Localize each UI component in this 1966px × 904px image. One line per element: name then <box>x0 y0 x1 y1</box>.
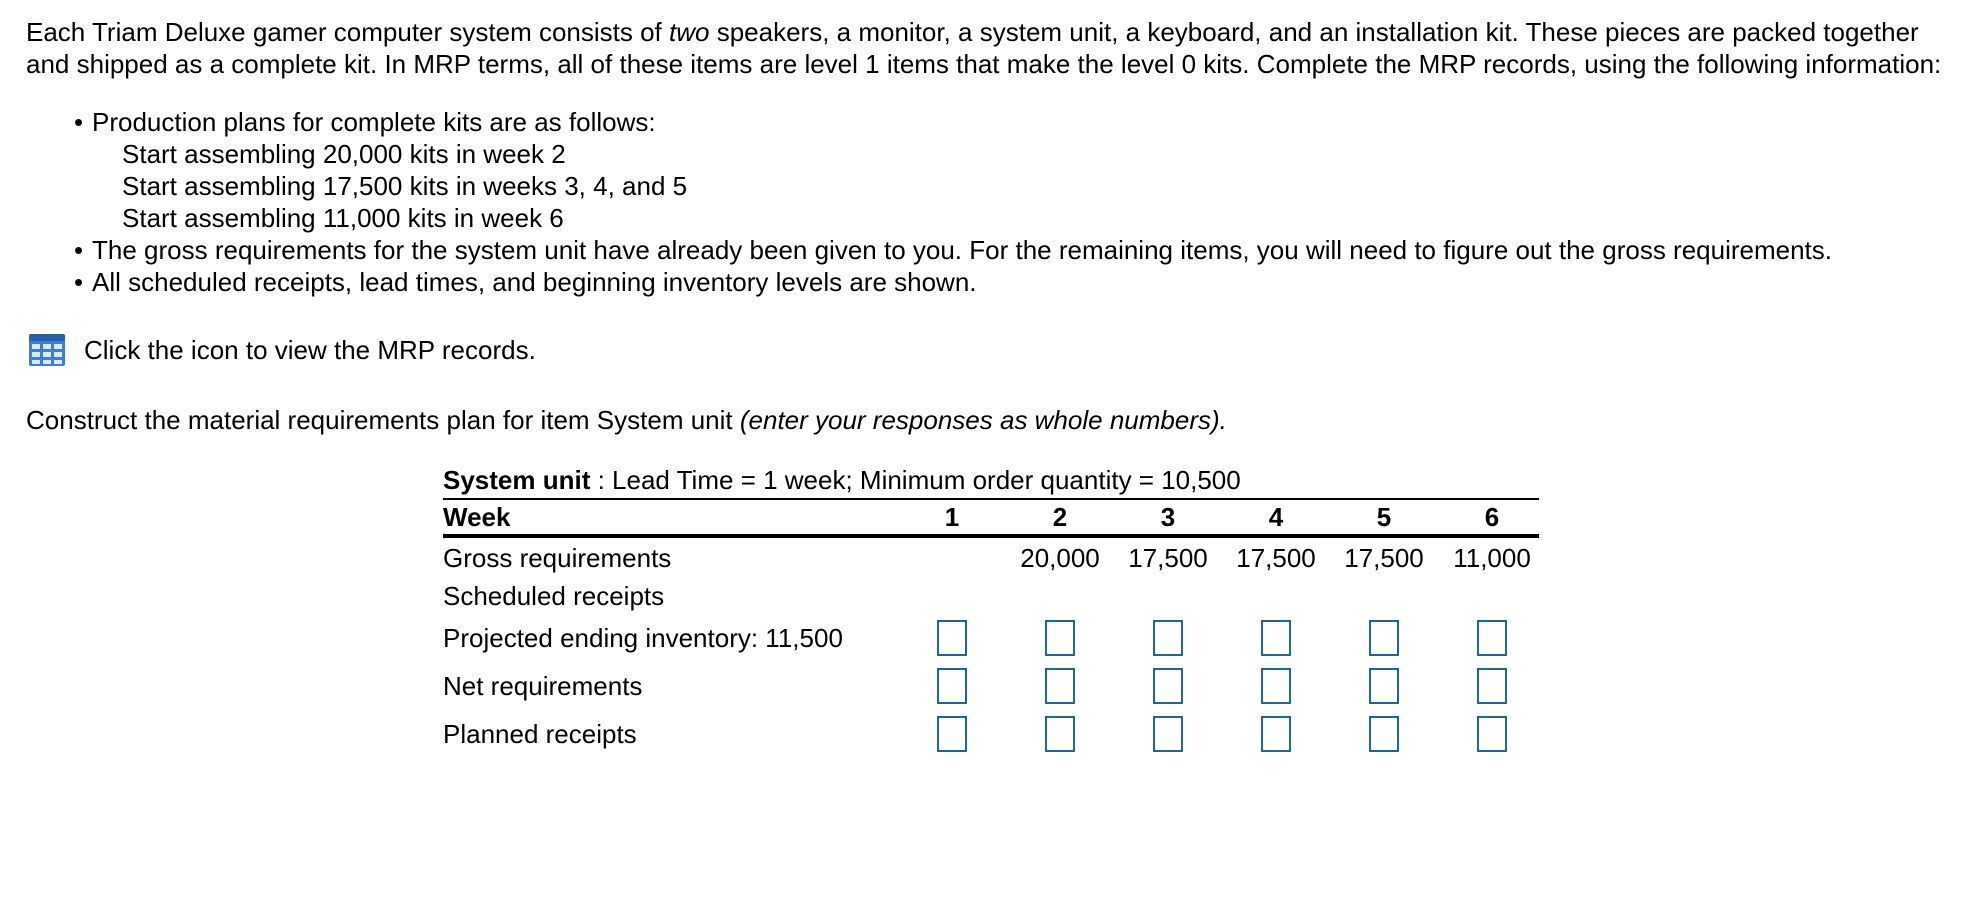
net-requirements-input-week-4[interactable] <box>1261 668 1291 704</box>
gross-week-4: 17,500 <box>1236 542 1316 573</box>
bullet-gross-note <box>70 234 1832 266</box>
bullet-production <box>70 106 1832 234</box>
bullet-dot: • <box>74 267 84 297</box>
view-records-row <box>28 333 536 367</box>
planned-receipts-row <box>443 710 1539 758</box>
projected-inventory-input-week-2[interactable] <box>1045 620 1075 656</box>
intro-text-1: Each Triam Deluxe gamer computer system consists of <box>26 17 670 47</box>
mrp-item-details: : Lead Time = 1 week; Minimum order quantity = 10,500 <box>590 465 1241 495</box>
net-requirements-label: Net requirements <box>443 670 643 701</box>
net-requirements-input-week-1[interactable] <box>937 668 967 704</box>
scheduled-receipts-label: Scheduled receipts <box>443 580 665 611</box>
projected-inventory-input-week-4[interactable] <box>1261 620 1291 656</box>
gross-week-2: 20,000 <box>1020 542 1100 573</box>
info-bullets <box>70 106 1832 298</box>
week-header-6: 6 <box>1484 501 1500 532</box>
planned-receipts-input-week-3[interactable] <box>1153 716 1183 752</box>
production-plan-3: Start assembling 11,000 kits in week 6 <box>122 203 564 233</box>
projected-inventory-input-week-5[interactable] <box>1369 620 1399 656</box>
planned-receipts-input-week-6[interactable] <box>1477 716 1507 752</box>
intro-text-2: speakers, a monitor, a system unit, a keyboard, and an installation kit. These pieces are packed together and shipped as a complete kit. In MRP terms, all of these items are level 1 items that make the level 0 kits. Complete the MRP records, using the following information: <box>26 17 1942 79</box>
bullet-dot: • <box>74 107 84 137</box>
week-header-1: 1 <box>944 501 960 532</box>
receipts-note-text: All scheduled receipts, lead times, and beginning inventory levels are shown. <box>92 267 977 297</box>
view-records-text: Click the icon to view the MRP records. <box>84 335 536 365</box>
planned-receipts-input-week-4[interactable] <box>1261 716 1291 752</box>
projected-inventory-row <box>443 614 1539 662</box>
projected-inventory-label: Projected ending inventory: 11,500 <box>443 622 843 653</box>
week-header-5: 5 <box>1376 501 1392 532</box>
net-requirements-input-week-2[interactable] <box>1045 668 1075 704</box>
construct-text: Construct the material requirements plan for item System unit <box>26 405 740 435</box>
projected-inventory-input-week-3[interactable] <box>1153 620 1183 656</box>
mrp-table <box>443 462 1539 758</box>
problem-intro <box>26 16 1956 80</box>
week-header-4: 4 <box>1268 501 1284 532</box>
week-header-2: 2 <box>1052 501 1068 532</box>
gross-requirements-label: Gross requirements <box>443 542 672 573</box>
net-requirements-row <box>443 662 1539 710</box>
gross-requirements-row <box>443 538 1539 578</box>
week-header-3: 3 <box>1160 501 1176 532</box>
planned-receipts-input-week-2[interactable] <box>1045 716 1075 752</box>
production-plan-1: Start assembling 20,000 kits in week 2 <box>122 139 566 169</box>
construct-instruction <box>26 404 1227 436</box>
net-requirements-input-week-6[interactable] <box>1477 668 1507 704</box>
mrp-title <box>443 462 1539 498</box>
gross-week-6: 11,000 <box>1453 542 1531 573</box>
gross-week-3: 17,500 <box>1128 542 1208 573</box>
projected-inventory-input-week-6[interactable] <box>1477 620 1507 656</box>
bullet-receipts-note <box>70 266 1832 298</box>
production-plan-2: Start assembling 17,500 kits in weeks 3, 4, and 5 <box>122 171 688 201</box>
planned-receipts-input-week-1[interactable] <box>937 716 967 752</box>
mrp-week-header-row <box>443 500 1539 534</box>
production-heading: Production plans for complete kits are as follows: <box>92 107 656 137</box>
gross-week-5: 17,500 <box>1344 542 1424 573</box>
net-requirements-input-week-3[interactable] <box>1153 668 1183 704</box>
planned-receipts-label: Planned receipts <box>443 718 637 749</box>
mrp-item-name: System unit <box>443 465 591 495</box>
intro-emphasis: two <box>669 17 710 47</box>
planned-receipts-input-week-5[interactable] <box>1369 716 1399 752</box>
scheduled-receipts-row <box>443 578 1539 614</box>
net-requirements-input-week-5[interactable] <box>1369 668 1399 704</box>
week-header-label: Week <box>443 501 511 532</box>
projected-inventory-input-week-1[interactable] <box>937 620 967 656</box>
bullet-dot: • <box>74 235 84 265</box>
construct-emphasis: (enter your responses as whole numbers). <box>739 405 1227 435</box>
table-grid-icon[interactable] <box>28 333 66 367</box>
gross-note-text: The gross requirements for the system unit have already been given to you. For the remaining items, you will need to figure out the gross requirements. <box>92 235 1832 265</box>
